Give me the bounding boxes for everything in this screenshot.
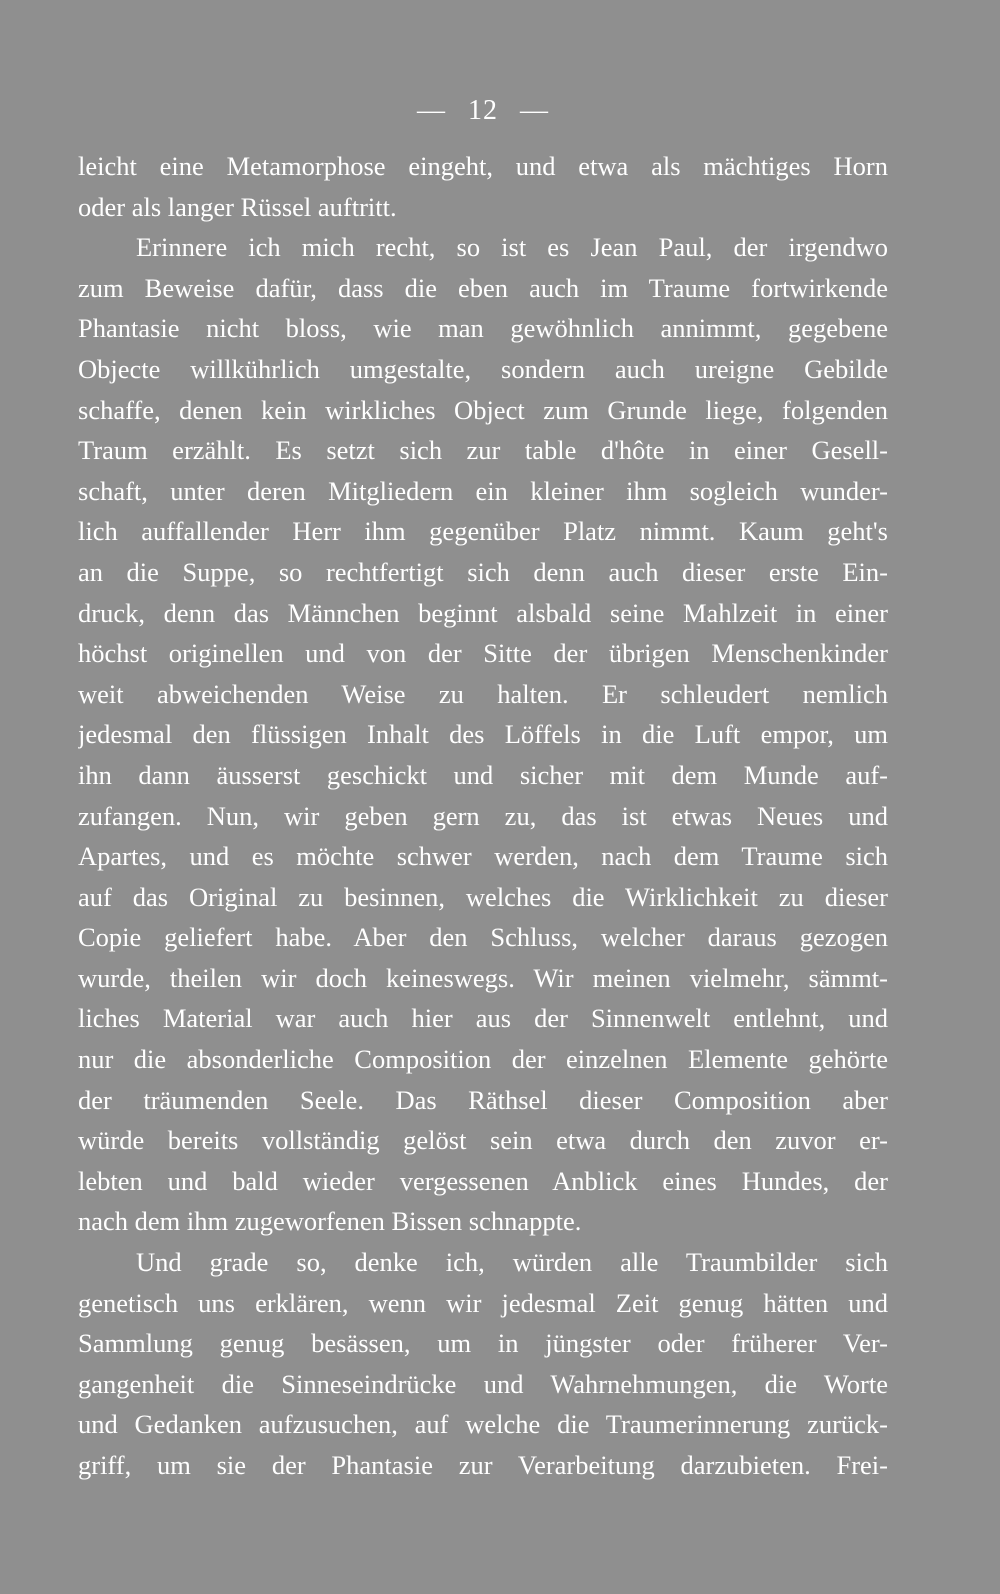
- text-line: druck, denn das Männchen beginnt alsbald seine Mahlzeit in einer: [78, 597, 888, 628]
- body-text: [78, 146, 888, 1486]
- text-line: wurde, theilen wir doch keineswegs. Wir meinen vielmehr, sämmt-: [78, 962, 888, 993]
- text-line: der träumenden Seele. Das Räthsel dieser Composition aber: [78, 1084, 888, 1115]
- text-line: an die Suppe, so rechtfertigt sich denn auch dieser erste Ein-: [78, 556, 888, 587]
- text-line: Apartes, und es möchte schwer werden, nach dem Traume sich: [78, 841, 888, 872]
- text-line: schaffe, denen kein wirkliches Object zum Grunde liege, folgenden: [78, 394, 888, 425]
- text-line: schaft, unter deren Mitgliedern ein kleiner ihm sogleich wunder-: [78, 475, 888, 506]
- text-line: griff, um sie der Phantasie zur Verarbeitung darzubieten. Frei-: [78, 1450, 888, 1480]
- text-line: genetisch uns erklären, wenn wir jedesmal Zeit genug hätten und: [78, 1287, 888, 1318]
- paragraph: [78, 1242, 888, 1486]
- text-line: Copie geliefert habe. Aber den Schluss, welcher daraus gezogen: [78, 922, 888, 953]
- text-line: würde bereits vollständig gelöst sein etwa durch den zuvor er-: [78, 1125, 888, 1156]
- text-line: Objecte willkührlich umgestalte, sondern auch ureigne Gebilde: [78, 353, 888, 384]
- text-line: Und grade so, denke ich, würden alle Traumbilder sich: [136, 1247, 888, 1278]
- paragraph: [78, 146, 888, 227]
- text-line: auf das Original zu besinnen, welches die Wirklichkeit zu dieser: [78, 881, 888, 912]
- text-line: Erinnere ich mich recht, so ist es Jean Paul, der irgendwo: [136, 232, 888, 263]
- text-line: lich auffallender Herr ihm gegenüber Platz nimmt. Kaum geht's: [78, 516, 888, 547]
- text-line: oder als langer Rüssel auftritt.: [78, 191, 397, 222]
- text-line: Phantasie nicht bloss, wie man gewöhnlich annimmt, gegebene: [78, 313, 888, 344]
- text-line: Traum erzählt. Es setzt sich zur table d'hôte in einer Gesell-: [78, 435, 888, 466]
- header-dash-left: —: [417, 95, 446, 126]
- text-line: jedesmal den flüssigen Inhalt des Löffels in die Luft empor, um: [78, 719, 888, 750]
- text-line: zum Beweise dafür, dass die eben auch im Traume fortwirkende: [78, 272, 888, 303]
- text-line: nur die absonderliche Composition der einzelnen Elemente gehörte: [78, 1044, 888, 1075]
- header-dash-right: —: [520, 95, 549, 126]
- text-line: nach dem ihm zugeworfenen Bissen schnappte.: [78, 1206, 582, 1237]
- paragraph: [78, 227, 888, 1242]
- page-number: 12: [468, 95, 498, 126]
- text-line: und Gedanken aufzusuchen, auf welche die Traumerinnerung zurück-: [78, 1409, 888, 1440]
- text-line: leicht eine Metamorphose eingeht, und etwa als mächtiges Horn: [78, 151, 888, 181]
- text-line: ihn dann äusserst geschickt und sicher mit dem Munde auf-: [78, 759, 888, 790]
- text-line: lebten und bald wieder vergessenen Anblick eines Hundes, der: [78, 1165, 888, 1196]
- text-line: liches Material war auch hier aus der Sinnenwelt entlehnt, und: [78, 1003, 888, 1034]
- text-line: zufangen. Nun, wir geben gern zu, das ist etwas Neues und: [78, 800, 888, 831]
- book-page: [78, 92, 888, 1486]
- text-line: gangenheit die Sinneseindrücke und Wahrnehmungen, die Worte: [78, 1368, 888, 1399]
- text-line: höchst originellen und von der Sitte der übrigen Menschenkinder: [78, 638, 888, 669]
- page-header: [78, 92, 888, 146]
- text-line: Sammlung genug besässen, um in jüngster oder früherer Ver-: [78, 1328, 888, 1359]
- text-line: weit abweichenden Weise zu halten. Er schleudert nemlich: [78, 678, 888, 709]
